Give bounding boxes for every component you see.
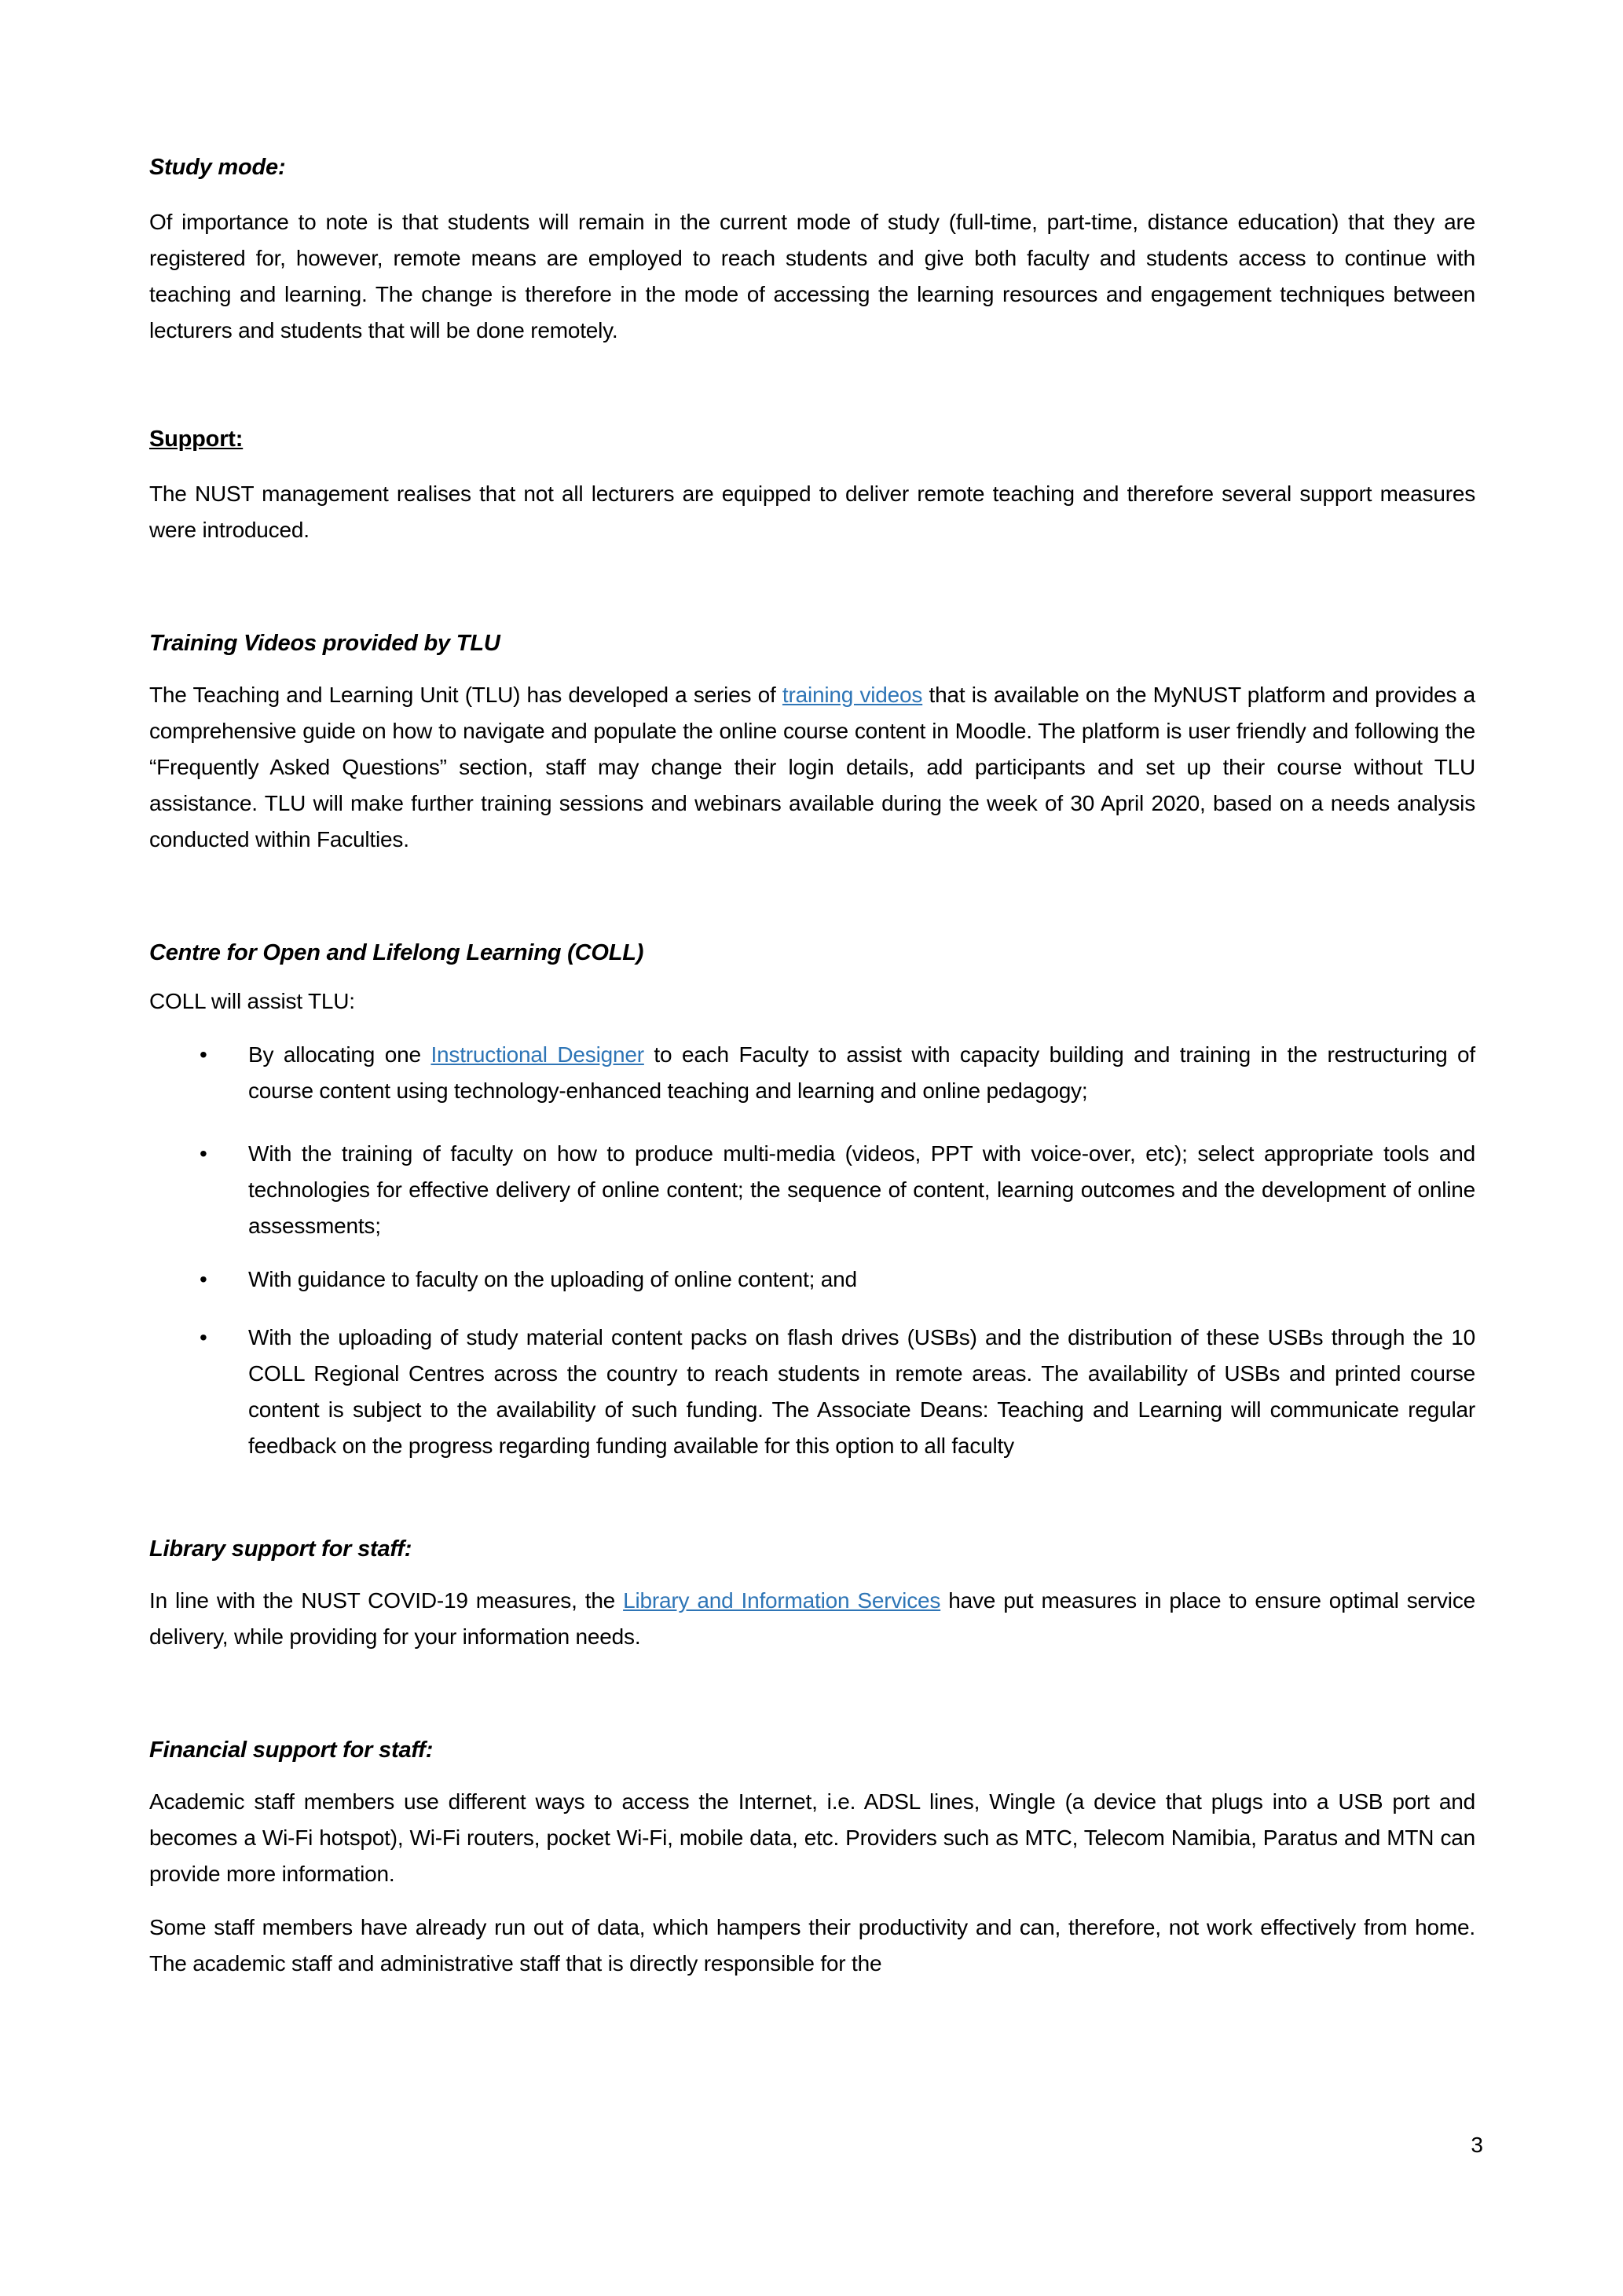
- heading-training-videos: Training Videos provided by TLU: [149, 631, 500, 656]
- bullet-text: With the training of faculty on how to produce multi-media (videos, PPT with voice-over, etc); select appropriate tools and technologies for effective delivery of online content; the sequence of content, learning outcomes and the development of online assessments;: [248, 1141, 1475, 1238]
- paragraph-financial-data: Some staff members have already run out of data, which hampers their productivity and can, therefore, not work effectively from home. The academic staff and administrative staff that is directly responsible for the: [149, 1915, 1475, 1976]
- bullet-item-training-faculty: [149, 1136, 1475, 1244]
- paragraph-study-mode: Of importance to note is that students will remain in the current mode of study (full-time, part-time, distance education) that they are registered for, however, remote means are employed to reach students and give both faculty and students access to continue with teaching and learning. The change is therefore in the mode of accessing the learning resources and engagement techniques between lecturers and students that will be done remotely.: [149, 210, 1475, 342]
- library-services-link[interactable]: Library and Information Services: [623, 1588, 941, 1613]
- paragraph-financial-internet: Academic staff members use different ways to access the Internet, i.e. ADSL lines, Wingle (a device that plugs into a USB port and becomes a Wi-Fi hotspot), Wi-Fi routers, pocket Wi-Fi, mobile data, etc. Providers such as MTC, Telecom Namibia, Paratus and MTN can provide more information.: [149, 1789, 1475, 1886]
- heading-financial-support: Financial support for staff:: [149, 1738, 434, 1763]
- bullet-text: With the uploading of study material content packs on flash drives (USBs) and the distribution of these USBs through the 10 COLL Regional Centres across the country to reach students in remote areas. The availability of USBs and printed course content is subject to the availability of such funding. The Associate Deans: Teaching and Learning will communicate regular feedback on the progress regarding funding available for this option to all faculty: [248, 1325, 1475, 1458]
- heading-coll: Centre for Open and Lifelong Learning (COLL): [149, 940, 644, 965]
- bullet-list: [149, 1037, 1475, 1464]
- bullet-icon: •: [200, 1042, 207, 1067]
- bullet-item-usb-distribution: [149, 1320, 1475, 1464]
- paragraph-coll-intro: COLL will assist TLU:: [149, 989, 355, 1013]
- paragraph-library-support: [149, 1583, 1475, 1655]
- text-run-before-library-link: In line with the NUST COVID-19 measures, the: [149, 1588, 624, 1613]
- heading-support: Support:: [149, 427, 244, 452]
- page-number: 3: [1471, 2133, 1483, 2157]
- heading-study-mode: Study mode:: [149, 155, 286, 180]
- paragraph-support: The NUST management realises that not all lecturers are equipped to deliver remote teaching and therefore several support measures were introduced.: [149, 482, 1475, 542]
- instructional-designer-link[interactable]: Instructional Designer: [430, 1042, 644, 1067]
- bullet-icon: •: [200, 1267, 207, 1291]
- document-content: [149, 149, 1475, 1982]
- text-run-after-designer-link: to each Faculty to assist with capacity building and training in the restructuring of course content using technology-enhanced teaching and learning and online pedagogy;: [248, 1042, 1476, 1103]
- bullet-icon: •: [200, 1141, 207, 1166]
- paragraph-training-videos: [149, 677, 1475, 858]
- bullet-icon: •: [200, 1325, 207, 1349]
- bullet-item-instructional-designer: [149, 1037, 1475, 1109]
- bullet-item-guidance-uploading: [149, 1262, 1475, 1298]
- text-run-after-training-link: that is available on the MyNUST platform and provides a comprehensive guide on how to navigate and populate the online course content in Moodle. The platform is user friendly and following the “Frequently Asked Questions” section, staff may change their login details, add participants and set up their course without TLU assistance. TLU will make further training sessions and webinars available during the week of 30 April 2020, based on a needs analysis conducted within Faculties.: [149, 683, 1475, 851]
- text-run-before-designer-link: By allocating one: [248, 1042, 431, 1067]
- bullet-text: With guidance to faculty on the uploading of online content; and: [248, 1267, 857, 1291]
- text-run-before-training-link: The Teaching and Learning Unit (TLU) has developed a series of: [149, 683, 782, 707]
- text-run-after-library-link: have put measures in place to ensure optimal service delivery, while providing for your information needs.: [149, 1588, 1476, 1649]
- heading-library-support: Library support for staff:: [149, 1536, 412, 1562]
- training-videos-link[interactable]: training videos: [782, 683, 923, 707]
